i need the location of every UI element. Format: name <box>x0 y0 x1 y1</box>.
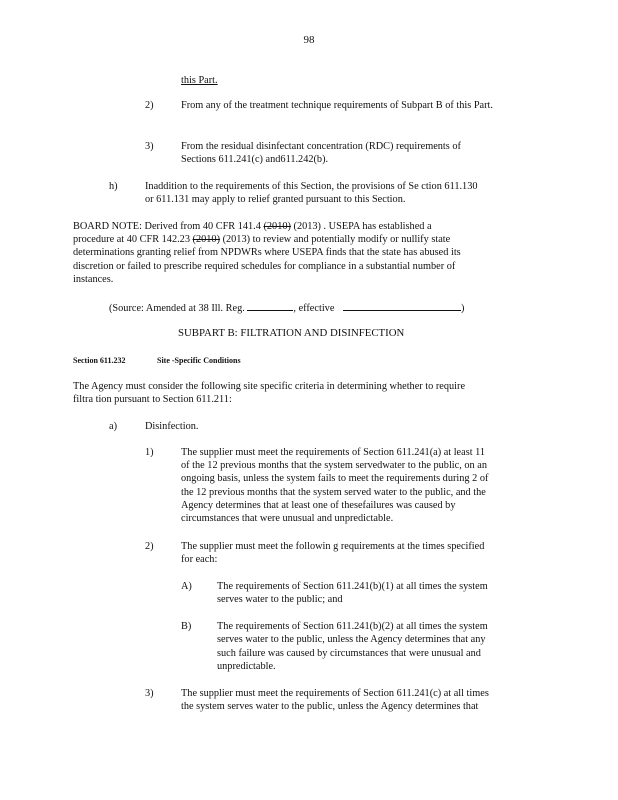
subsection-a-number: a) <box>109 421 117 432</box>
a3-line-1: The supplier must meet the requirements of Section 611.241(c) at all times <box>181 688 489 699</box>
intro-line-2: filtra tion pursuant to Section 611.211: <box>73 394 232 405</box>
item-2-text: From any of the treatment technique requirements of Subpart B of this Part. <box>181 100 493 111</box>
a2B-line-3: such failure was caused by circumstances that were unusual and <box>217 648 481 659</box>
item-h-number: h) <box>109 181 118 192</box>
section-title: Site -Specific Conditions <box>157 356 241 365</box>
prior-text-tail: this Part. <box>181 75 218 86</box>
page-number: 98 <box>303 34 315 46</box>
subsection-a-title: Disinfection. <box>145 421 199 432</box>
struck-year: (2010) <box>192 234 220 245</box>
item-2-number: 2) <box>145 100 154 111</box>
a2-number: 2) <box>145 541 154 552</box>
a2B-line-1: The requirements of Section 611.241(b)(2) at all times the system <box>217 621 488 632</box>
board-note-line-2: procedure at 40 CFR 142.23 (2010) (2013) to review and potentially modify or nullify state <box>73 234 451 245</box>
a2B-number: B) <box>181 621 192 632</box>
a2B-line-2: serves water to the public, unless the Agency determines that any <box>217 634 486 645</box>
subpart-heading: SUBPART B: FILTRATION AND DISINFECTION <box>178 327 405 339</box>
board-note-line-4: discretion or failed to prescribe required schedules for compliance in a substantial number of <box>73 261 456 272</box>
board-note-line-1: BOARD NOTE: Derived from 40 CFR 141.4 (2010) (2013) . USEPA has established a <box>73 221 432 232</box>
a2A-line-1: The requirements of Section 611.241(b)(1) at all times the system <box>217 581 488 592</box>
item-3-line-1: From the residual disinfectant concentration (RDC) requirements of <box>181 141 461 152</box>
a1-line-4: the 12 previous months that the system served water to the public, and the <box>181 487 486 498</box>
a1-line-2: of the 12 previous months that the system servedwater to the public, on an <box>181 460 487 471</box>
item-3-line-2: Sections 611.241(c) and611.242(b). <box>181 154 329 165</box>
board-note-line-5: instances. <box>73 274 114 285</box>
a2-line-1: The supplier must meet the followin g requirements at the times specified <box>181 541 485 552</box>
board-note-line-3: determinations granting relief from NPDWRs where USEPA finds that the state has abused its <box>73 247 461 258</box>
item-h-line-1: Inaddition to the requirements of this Section, the provisions of Se ction 611.130 <box>145 181 478 192</box>
section-number: Section 611.232 <box>73 356 126 365</box>
reg-blank <box>247 300 293 311</box>
a2A-number: A) <box>181 581 192 592</box>
a2A-line-2: serves water to the public; and <box>217 594 343 605</box>
a1-line-5: Agency determines that at least one of thesefailures was caused by <box>181 500 456 511</box>
intro-line-1: The Agency must consider the following site specific criteria in determining whether to require <box>73 381 466 392</box>
item-h-line-2: or 611.131 may apply to relief granted pursuant to this Section. <box>145 194 406 205</box>
item-3-number: 3) <box>145 141 154 152</box>
a1-line-6: circumstances that were unusual and unpredictable. <box>181 513 394 524</box>
a3-number: 3) <box>145 688 154 699</box>
a1-number: 1) <box>145 447 154 458</box>
source-note: (Source: Amended at 38 Ill. Reg. , effective ) <box>109 300 464 316</box>
struck-year: (2010) <box>263 221 291 232</box>
a2B-line-4: unpredictable. <box>217 661 276 672</box>
a1-line-1: The supplier must meet the requirements of Section 611.241(a) at least 11 <box>181 447 486 458</box>
a2-line-2: for each: <box>181 554 218 565</box>
a1-line-3: ongoing basis, unless the system fails to meet the requirements during 2 of <box>181 473 489 484</box>
effective-blank <box>343 300 461 311</box>
a3-line-2: the system serves water to the public, unless the Agency determines that <box>181 701 479 712</box>
